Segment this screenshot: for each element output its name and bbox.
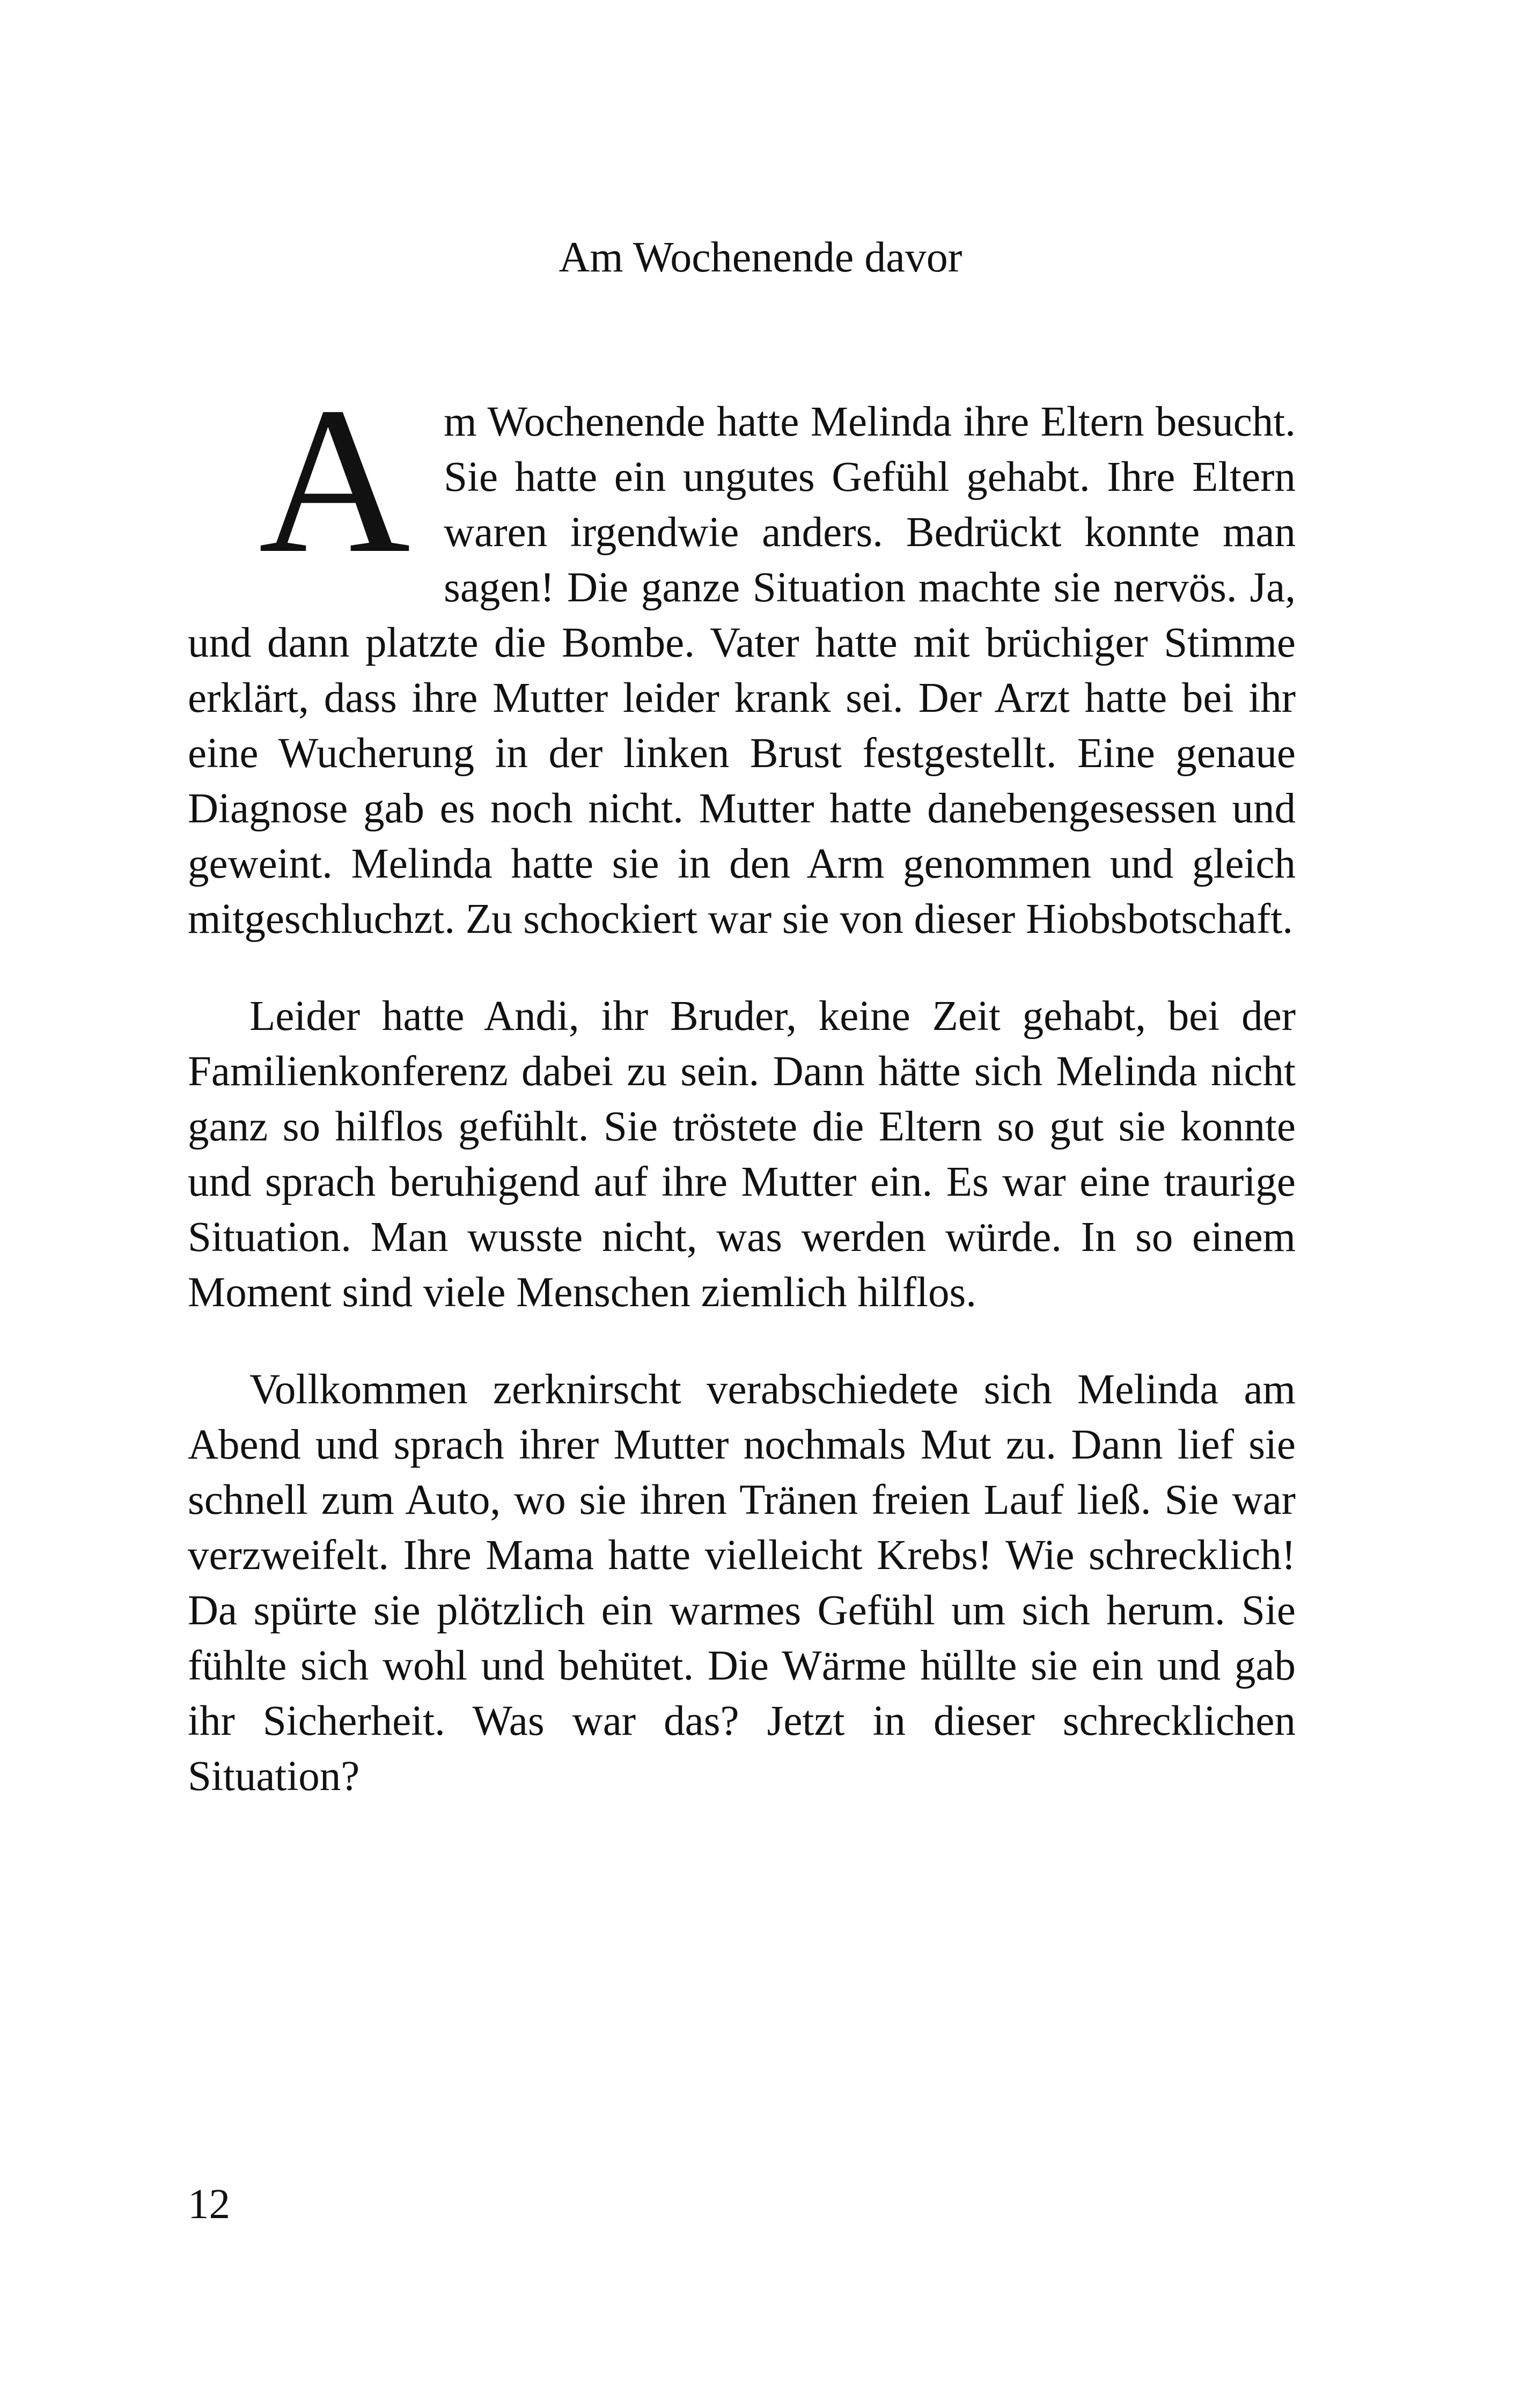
paragraph-2: Leider hatte Andi, ihr Bruder, keine Zeit gehabt, bei der Familienkonferenz dabei zu sein. Dann hätte sich Melinda nicht ganz so hilflos gefühlt. Sie tröstete die Eltern so gut sie konnte und sprach beruhigend auf ihre Mutter ein. Es war eine traurige Situation. Man wusste nicht, was werden würde. In so einem Moment sind viele Menschen ziemlich hilflos. <box>188 993 1296 1316</box>
chapter-body <box>188 364 1296 1846</box>
paragraph-3: Vollkommen zerknirscht verabschiedete sich Melinda am Abend und sprach ihrer Mutter nochmals Mut zu. Dann lief sie schnell zum Auto, wo sie ihren Tränen freien Lauf ließ. Sie war verzweifelt. Ihre Mama hatte vielleicht Krebs! Wie schrecklich! Da spürte sie plötzlich ein warmes Gefühl um sich herum. Sie fühlte sich wohl und behütet. Die Wärme hüllte sie ein und gab ihr Sicherheit. Was war das? Jetzt in dieser schrecklichen Situation? <box>188 1366 1296 1800</box>
page-number: 12 <box>188 2181 230 2228</box>
paragraph-1 <box>188 364 1296 947</box>
chapter-title: Am Wochenende davor <box>559 234 962 281</box>
paragraph-1-text: m Wochenende hatte Melinda ihre Eltern besucht. Sie hatte ein ungutes Gefühl gehabt. Ihre Eltern waren irgendwie anders. Bedrückt konnte man sagen! Die ganze Situation machte sie nervös. Ja, und dann platzte die Bombe. Vater hatte mit brüchiger Stimme erklärt, dass ihre Mutter leider krank sei. Der Arzt hatte bei ihr eine Wucherung in der linken Brust festgestellt. Eine genaue Diagnose gab es noch nicht. Mutter hatte danebengesessen und geweint. Melinda hatte sie in den Arm genommen und gleich mitgeschluchzt. Zu schockiert war sie von dieser Hiobsbotschaft. <box>188 399 1296 942</box>
drop-cap-letter: A <box>259 364 411 597</box>
